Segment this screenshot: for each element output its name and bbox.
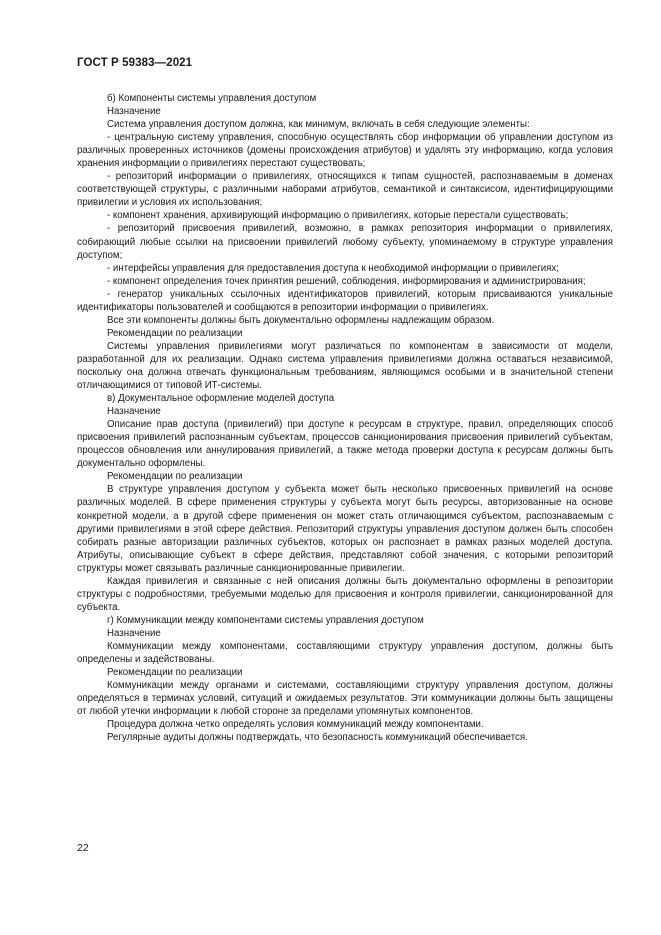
list-item: - генератор уникальных ссылочных идентификаторов привилегий, которым присваиваются уникальные идентификаторы пользователей и сообщаются в репозитории информации о привилегиях. — [77, 288, 613, 313]
list-item: - компонент определения точек принятия решений, соблюдения, информирования и администрирования; — [107, 275, 586, 287]
standard-header: ГОСТ Р 59383—2021 — [77, 57, 193, 69]
list-item: - репозиторий присвоения привилегий, возможно, в рамках репозитория информации о привилегиях, собирающий любые ссылки на присвоении привилегий любому субъекту, упоминаемому в структуре управления доступом; — [77, 223, 613, 261]
list-item: - компонент хранения, архивирующий информацию о привилегиях, которые перестали существовать; — [107, 210, 569, 222]
page-number: 22 — [77, 842, 89, 854]
subheading-purpose: Назначение — [107, 106, 161, 118]
subheading-recommendations: Рекомендации по реализации — [107, 327, 243, 339]
paragraph: Система управления доступом должна, как минимум, включать в себя следующие элементы: — [107, 119, 530, 131]
section-b-heading: б) Компоненты системы управления доступом — [107, 93, 317, 104]
list-item: - интерфейсы управления для предоставления доступа к необходимой информации о привилегиях; — [107, 262, 559, 274]
list-item: - центральную систему управления, способную осуществлять сбор информации об управлении доступом из различных проверенных источников (домены происхождения атрибутов) и удалять эту информацию, когда условия хранения информации о привилегиях перестают существовать; — [77, 132, 613, 170]
paragraph: Описание прав доступа (привилегий) при доступе к ресурсам в структуре, правил, определяющих способ присвоения привилегий распознанным субъектам, процессов санкционирования присвоения привилегий субъектам, процессов обновления или аннулирования привилегий, а также метода проверки доступа к ресурсам должны быть документально оформлены. — [77, 419, 613, 470]
subheading-purpose: Назначение — [107, 627, 161, 639]
paragraph: Каждая привилегия и связанные с ней описания должны быть документально оформлены в репозитории структуры с подробностями, требуемыми моделью для присвоения и контроля привилегии, санкционированной для субъекта. — [77, 575, 613, 613]
subheading-purpose: Назначение — [107, 406, 161, 418]
paragraph: Коммуникации между компонентами, составляющими структуру управления доступом, должны быть определены и задействованы. — [77, 640, 613, 666]
subheading-recommendations: Рекомендации по реализации — [107, 471, 243, 483]
paragraph: Коммуникации между органами и системами, составляющими структуру управления доступом, должны определяться в терминах условий, ситуаций и ожидаемых результатов. Эти коммуникации должны быть защищены от любой утечки информации к любой стороне за пределами упомянутых компонентов. — [77, 680, 613, 718]
section-v-heading: в) Документальное оформление моделей доступа — [107, 393, 335, 405]
paragraph: Регулярные аудиты должны подтверждать, что безопасность коммуникаций обеспечивается. — [107, 732, 528, 744]
paragraph: Процедура должна четко определять условия коммуникаций между компонентами. — [107, 719, 484, 731]
paragraph: Все эти компоненты должны быть документально оформлены надлежащим образом. — [107, 314, 495, 326]
paragraph: В структуре управления доступом у субъекта может быть несколько присвоенных привилегий на основе различных моделей. В сфере применения структуры у субъекта могут быть ресурсы, авторизованные на основе конкретной модели, а в другой сфере применения он может стать отличающимся субъектом, распознаваемым с другими привилегиями в этой сфере действия. Репозиторий структуры управления доступом должен быть способен собирать разные авторизации различных субъектов, которых он распознает в рамках разных моделей доступа. Атрибуты, описывающие субъект в сфере действия, представляют собой значения, с которыми репозиторий структуры может связывать различные санкционированные привилегии. — [77, 484, 613, 574]
document-body — [77, 92, 613, 744]
subheading-recommendations: Рекомендации по реализации — [107, 667, 243, 679]
paragraph: Системы управления привилегиями могут различаться по компонентам в зависимости от модели, разработанной для их реализации. Однако система управления привилегиями должна оставаться независимой, поскольку она должна отвечать функциональным требованиям, являющимся особыми и в значительной степени отличающимися от типовой ИТ-системы. — [77, 340, 613, 392]
list-item: - репозиторий информации о привилегиях, относящихся к типам сущностей, распознаваемым в доменах соответствующей структуры, с различными наборами атрибутов, семантикой и синтаксисом, идентифицирующими привилегии и условия их использования; — [77, 171, 613, 209]
section-g-heading: г) Коммуникации между компонентами системы управления доступом — [107, 614, 424, 626]
